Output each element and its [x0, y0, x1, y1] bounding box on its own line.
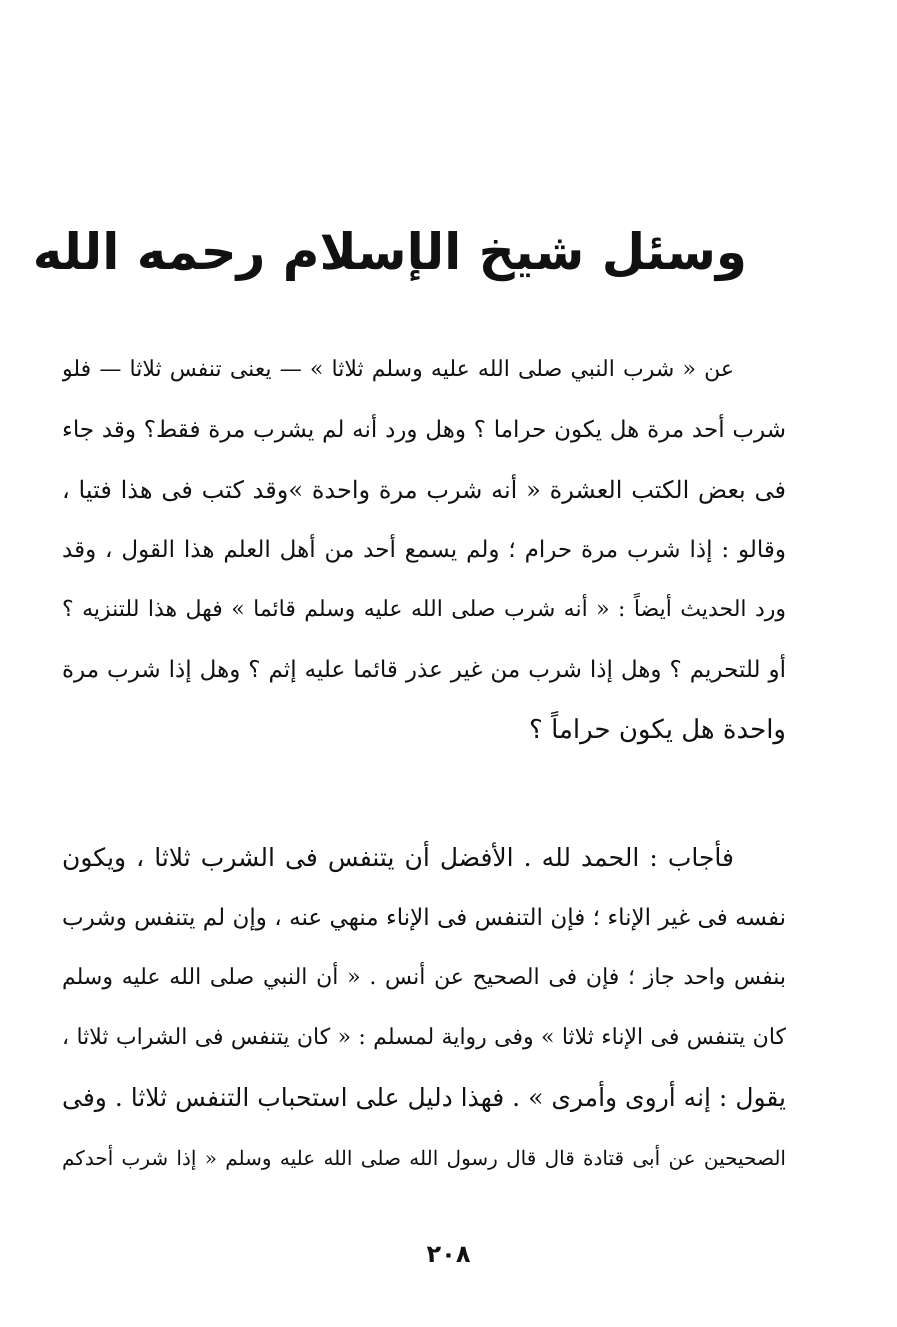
text-line: نفسه فى غير الإناء ؛ فإن التنفس فى الإناء منهي عنه ، وإن لم يتنفس وشرب	[62, 905, 786, 931]
text-line: فأجاب : الحمد لله . الأفضل أن يتنفس فى الشرب ثلاثا ، ويكون	[62, 843, 734, 872]
text-line: فى بعض الكتب العشرة « أنه شرب مرة واحدة »وقد كتب فى هذا فتيا ،	[62, 476, 786, 504]
text-line: ورد الحديث أيضاً : « أنه شرب صلى الله عليه وسلم قائما » فهل هذا للتنزيه ؟	[62, 597, 786, 622]
text-line: عن « شرب النبي صلى الله عليه وسلم ثلاثا » — يعنى تنفس ثلاثا — فلو	[62, 357, 734, 382]
page-heading: وسئل شيخ الإسلام رحمه الله	[32, 223, 747, 281]
text-line: شرب أحد مرة هل يكون حراما ؟ وهل ورد أنه لم يشرب مرة فقط؟ وقد جاء	[62, 417, 786, 443]
text-line: وقالو : إذا شرب مرة حرام ؛ ولم يسمع أحد من أهل العلم هذا القول ، وقد	[62, 537, 786, 563]
text-line: يقول : إنه أروى وأمرى » . فهذا دليل على استحباب التنفس ثلاثا . وفى	[62, 1083, 786, 1112]
text-line: الصحيحين عن أبى قتادة قال قال رسول الله صلى الله عليه وسلم « إذا شرب أحدكم	[62, 1146, 786, 1170]
text-line: كان يتنفس فى الإناء ثلاثا » وفى رواية لمسلم : « كان يتنفس فى الشراب ثلاثا ،	[62, 1025, 786, 1050]
answer-paragraph	[62, 828, 786, 1188]
question-paragraph	[62, 340, 786, 760]
text-line: واحدة هل يكون حراماً ؟	[529, 715, 786, 745]
page-number: ٢٠٨	[426, 1240, 471, 1268]
text-line: بنفس واحد جاز ؛ فإن فى الصحيح عن أنس . « أن النبي صلى الله عليه وسلم	[62, 965, 786, 990]
text-line: أو للتحريم ؟ وهل إذا شرب من غير عذر قائما عليه إثم ؟ وهل إذا شرب مرة	[62, 657, 786, 683]
